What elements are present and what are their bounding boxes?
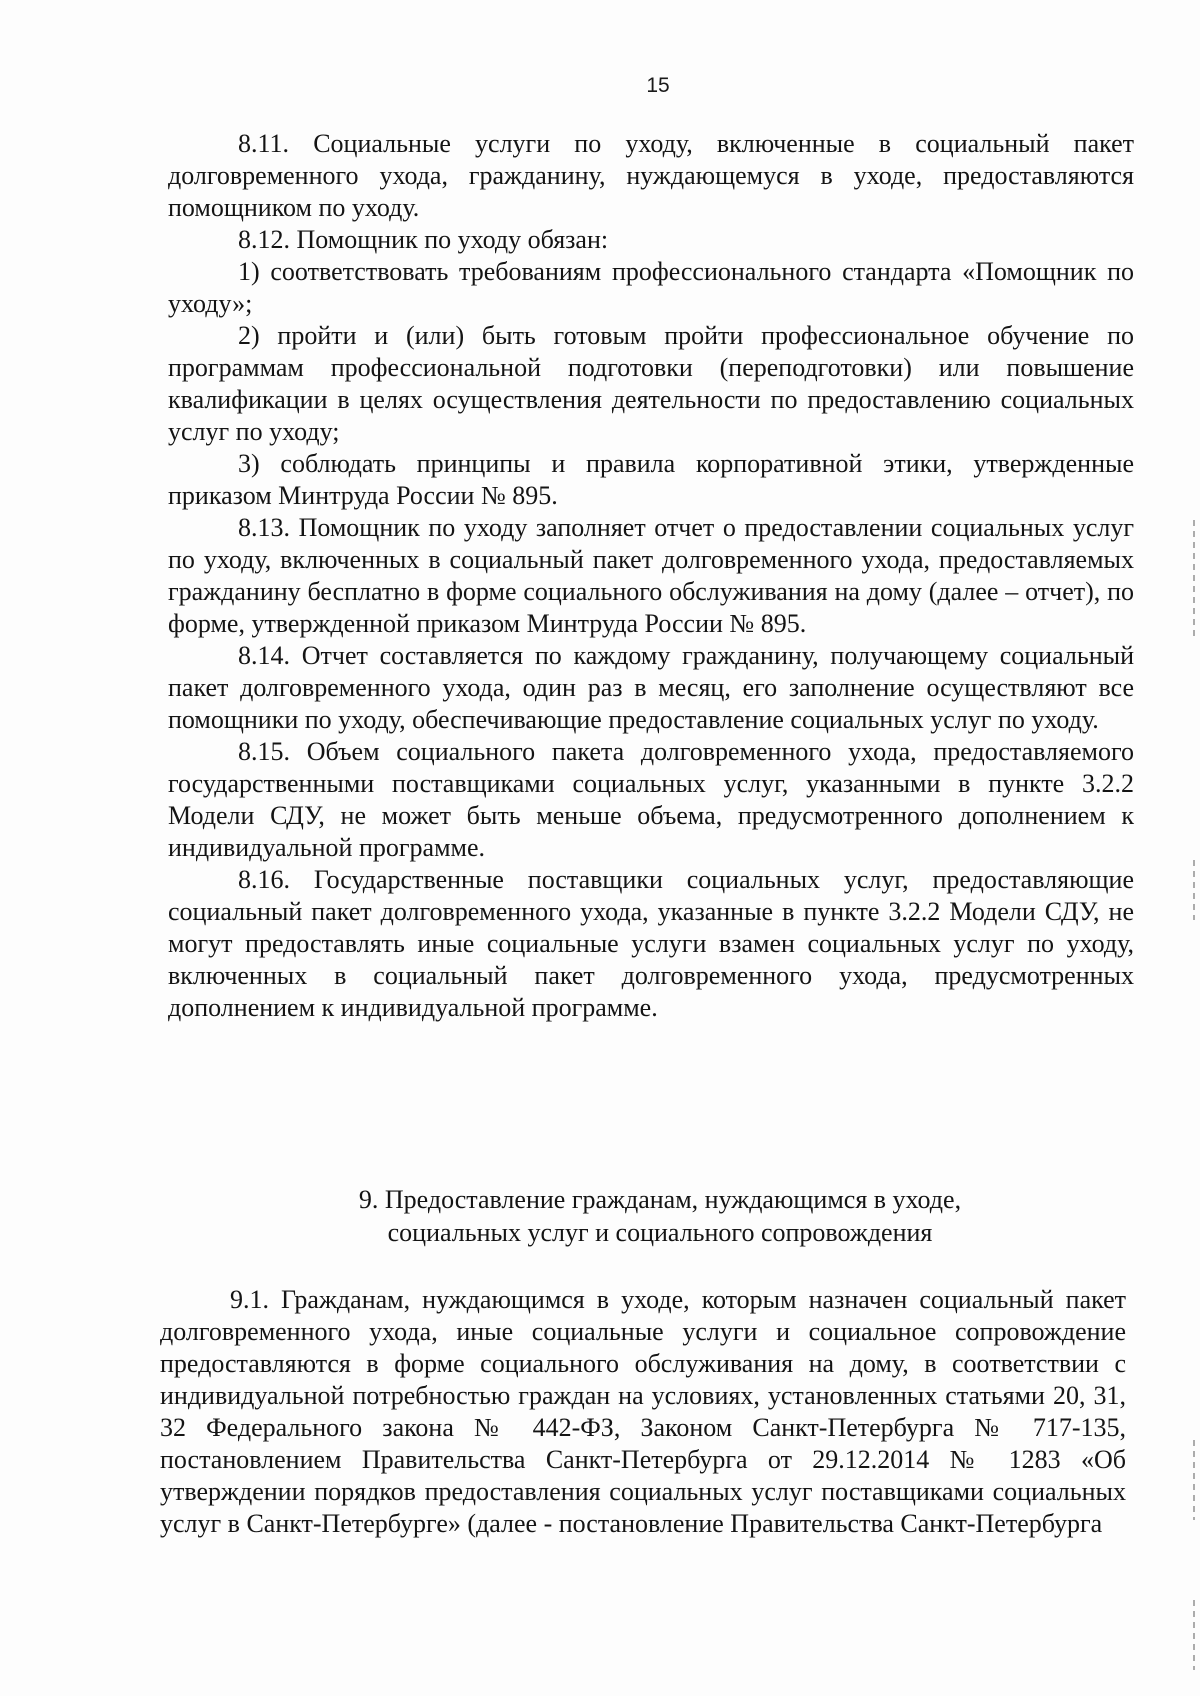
paragraph-8-16: 8.16. Государственные поставщики социальных услуг, предоставляющие социальный пакет долговременного ухода, указанные в пункте 3.2.2 Модели СДУ, не могут предоставлять иные социальные услуги взамен социальных услуг по уходу, включенных в социальный пакет долговременного ухода, предусмотренных дополнением к индивидуальной программе.	[168, 865, 1134, 1022]
scan-edge-mark	[1193, 520, 1195, 640]
paragraph-8-12: 8.12. Помощник по уходу обязан:	[238, 225, 609, 254]
scan-edge-mark	[1193, 1600, 1195, 1670]
section-heading-line-1: 9. Предоставление гражданам, нуждающимся в уходе,	[358, 1185, 962, 1214]
list-item-3: 3) соблюдать принципы и правила корпоративной этики, утвержденные приказом Минтруда России № 895.	[168, 449, 1134, 510]
section-heading-line-2: социальных услуг и социального сопровождения	[387, 1218, 933, 1247]
section-9-heading	[0, 1183, 1200, 1249]
scan-edge-mark	[1193, 1440, 1195, 1520]
paragraph-8-11: 8.11. Социальные услуги по уходу, включенные в социальный пакет долговременного ухода, гражданину, нуждающемуся в уходе, предоставляются помощником по уходу.	[168, 129, 1134, 222]
section-9-body	[160, 1284, 1126, 1540]
paragraph-8-14: 8.14. Отчет составляется по каждому гражданину, получающему социальный пакет долговременного ухода, один раз в месяц, его заполнение осуществляют все помощники по уходу, обеспечивающие предоставление социальных услуг по уходу.	[168, 641, 1134, 734]
paragraph-8-15: 8.15. Объем социального пакета долговременного ухода, предоставляемого государственными поставщиками социальных услуг, указанными в пункте 3.2.2 Модели СДУ, не может быть меньше объема, предусмотренного дополнением к индивидуальной программе.	[168, 737, 1134, 862]
list-item-1: 1) соответствовать требованиям профессионального стандарта «Помощник по уходу»;	[168, 257, 1134, 318]
scan-edge-mark	[1193, 860, 1195, 920]
page-number: 15	[646, 74, 670, 97]
list-item-2: 2) пройти и (или) быть готовым пройти профессиональное обучение по программам профессиональной подготовки (переподготовки) или повышение квалификации в целях осуществления деятельности по предоставлению социальных услуг по уходу;	[168, 321, 1134, 446]
section-8-body	[168, 128, 1134, 1024]
paragraph-9-1: 9.1. Гражданам, нуждающимся в уходе, которым назначен социальный пакет долговременного ухода, иные социальные услуги и социальное сопровождение предоставляются в форме социального обслуживания на дому, в соответствии с индивидуальной потребностью граждан на условиях, установленных статьями 20, 31, 32 Федерального закона № 442-ФЗ, Законом Санкт-Петербурга № 717-135, постановлением Правительства Санкт-Петербурга от 29.12.2014 № 1283 «Об утверждении порядков предоставления социальных услуг поставщиками социальных услуг в Санкт-Петербурге» (далее - постановление Правительства Санкт-Петербурга	[160, 1285, 1126, 1538]
paragraph-8-13: 8.13. Помощник по уходу заполняет отчет о предоставлении социальных услуг по уходу, включенных в социальный пакет долговременного ухода, предоставляемых гражданину бесплатно в форме социального обслуживания на дому (далее – отчет), по форме, утвержденной приказом Минтруда России № 895.	[168, 513, 1134, 638]
